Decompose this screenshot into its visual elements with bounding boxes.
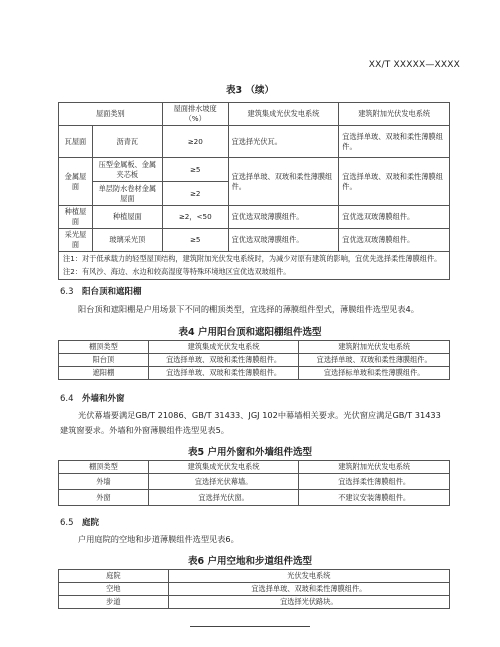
table-row xyxy=(59,126,450,158)
table4 xyxy=(58,340,450,380)
table5-header-1: 建筑集成光伏发电系统 xyxy=(148,461,299,474)
section-6-4-paragraph: 光伏幕墙要满足GB/T 21086、GB/T 31433、JGJ 102中幕墙相关要求。光伏窗应满足GB/T 31433建筑窗要求。外墙和外窗薄膜组件选型见表5。 xyxy=(60,410,441,435)
table5-cell: 外墙 xyxy=(59,474,149,490)
skylight-roof-bipv: 宜优选双玻薄膜组件。 xyxy=(228,229,339,252)
table5-cell: 宜选择柔性薄膜组件。 xyxy=(299,474,450,490)
table6-caption: 表6 户用空地和步道组件选型 xyxy=(188,556,312,567)
table4-caption: 表4 户用阳台顶和遮阳棚组件选型 xyxy=(178,327,322,338)
table4-cell: 阳台顶 xyxy=(59,354,149,367)
table5-caption: 表5 户用外窗和外墙组件选型 xyxy=(188,447,312,458)
tile-roof-slope: ≥20 xyxy=(162,126,228,158)
metal-roof-slope-1: ≥5 xyxy=(162,158,228,182)
table4-cell: 宜选择单玻、双玻和柔性薄膜组件。 xyxy=(299,354,450,367)
table6-header-0: 庭院 xyxy=(59,570,169,583)
section-6-5-paragraph: 户用庭院的空地和步道薄膜组件选型见表6。 xyxy=(78,534,239,544)
table4-header-row xyxy=(59,341,450,354)
tile-roof-bapv: 宜选择单玻、双玻和柔性薄膜组件。 xyxy=(339,126,450,158)
table4-cell: 宜选择单玻、双玻和柔性薄膜组件。 xyxy=(148,367,299,380)
table6-header-1: 光伏发电系统 xyxy=(168,570,449,583)
planted-roof-category: 种植屋面 xyxy=(59,206,93,229)
table-row xyxy=(59,367,450,380)
skylight-roof-slope: ≥5 xyxy=(162,229,228,252)
table3-note-1: 注1：对于低承载力的轻型屋顶结构，建筑附加光伏发电系统时，为减少对原有建筑的影响，宜优先选择柔性薄膜组件。 xyxy=(63,254,442,263)
table3 xyxy=(58,102,450,280)
table3-header-bapv: 建筑附加光伏发电系统 xyxy=(339,103,450,126)
metal-roof-bipv: 宜选择单玻、双玻和柔性薄膜组件。 xyxy=(228,158,339,206)
table4-header-0: 棚顶类型 xyxy=(59,341,149,354)
table-row xyxy=(59,583,450,596)
metal-roof-slope-2: ≥2 xyxy=(162,182,228,206)
table6-cell: 步道 xyxy=(59,596,169,609)
table5-header-2: 建筑附加光伏发电系统 xyxy=(299,461,450,474)
document-code: XX/T XXXXX—XXXX xyxy=(368,60,460,70)
section-number: 6.5 xyxy=(60,518,74,528)
table5-cell: 宜选择光伏窗。 xyxy=(148,490,299,506)
table5-cell: 宜选择光伏幕墙。 xyxy=(148,474,299,490)
table6 xyxy=(58,569,450,609)
table5-cell: 不建议安装薄膜组件。 xyxy=(299,490,450,506)
table3-caption: 表3 （续） xyxy=(226,85,274,96)
section-number: 6.4 xyxy=(60,394,74,404)
section-6-4-heading xyxy=(60,392,125,404)
metal-roof-type-2: 单层防水卷材金属屋面 xyxy=(92,182,162,206)
table-row xyxy=(59,596,450,609)
section-6-3-heading xyxy=(60,285,142,297)
section-6-5-heading xyxy=(60,516,99,528)
metal-roof-type-1: 压型金属板、金属夹芯板 xyxy=(92,158,162,182)
skylight-roof-bapv: 宜优选双玻薄膜组件。 xyxy=(339,229,450,252)
planted-roof-slope: ≥2，<50 xyxy=(162,206,228,229)
table3-header-category: 屋面类别 xyxy=(59,103,163,126)
table-row xyxy=(59,474,450,490)
section-title: 阳台顶和遮阳棚 xyxy=(82,287,142,297)
table6-cell: 宜选择单玻、双玻和柔性薄膜组件。 xyxy=(168,583,449,596)
table3-note-2: 注2：有风沙、海边、水边和较高湿度等特殊环境地区宜优选双玻组件。 xyxy=(63,267,291,276)
table3-header-bipv: 建筑集成光伏发电系统 xyxy=(228,103,339,126)
metal-roof-bapv: 宜选择单玻、双玻和柔性薄膜组件。 xyxy=(339,158,450,206)
table5-header-row xyxy=(59,461,450,474)
section-6-3-paragraph: 阳台顶和遮阳棚是户用场景下不同的棚顶类型，宜选择的薄膜组件型式，薄膜组件选型见表4。 xyxy=(78,304,419,314)
table3-header-slope: 屋面排水坡度（%） xyxy=(162,103,228,126)
table4-cell: 宜选择单玻、双玻和柔性薄膜组件。 xyxy=(148,354,299,367)
table-row xyxy=(59,229,450,252)
table6-cell: 空地 xyxy=(59,583,169,596)
tile-roof-bipv: 宜选择光伏瓦。 xyxy=(228,126,339,158)
table4-header-1: 建筑集成光伏发电系统 xyxy=(148,341,299,354)
skylight-roof-type: 玻璃采光顶 xyxy=(92,229,162,252)
table-row xyxy=(59,206,450,229)
table4-cell: 宜选择标单玻和柔性薄膜组件。 xyxy=(299,367,450,380)
planted-roof-type: 种植屋面 xyxy=(92,206,162,229)
section-title: 庭院 xyxy=(82,518,100,528)
table5 xyxy=(58,460,450,506)
planted-roof-bipv: 宜优选双玻薄膜组件。 xyxy=(228,206,339,229)
table-row xyxy=(59,158,450,182)
metal-roof-category: 金属屋面 xyxy=(59,158,93,206)
tile-roof-category: 瓦屋面 xyxy=(59,126,93,158)
table6-cell: 宜选择光伏路块。 xyxy=(168,596,449,609)
table3-header-row xyxy=(59,103,450,126)
table5-header-0: 棚顶类型 xyxy=(59,461,149,474)
planted-roof-bapv: 宜优选双玻薄膜组件。 xyxy=(339,206,450,229)
skylight-roof-category: 采光屋面 xyxy=(59,229,93,252)
table3-notes xyxy=(59,252,450,280)
table4-header-2: 建筑附加光伏发电系统 xyxy=(299,341,450,354)
table5-cell: 外窗 xyxy=(59,490,149,506)
end-rule xyxy=(190,626,310,627)
tile-roof-type: 沥青瓦 xyxy=(92,126,162,158)
section-title: 外墙和外窗 xyxy=(82,394,125,404)
table-row xyxy=(59,354,450,367)
table-row xyxy=(59,490,450,506)
table3-notes-row xyxy=(59,252,450,280)
table4-cell: 遮阳棚 xyxy=(59,367,149,380)
section-number: 6.3 xyxy=(60,287,74,297)
table6-header-row xyxy=(59,570,450,583)
